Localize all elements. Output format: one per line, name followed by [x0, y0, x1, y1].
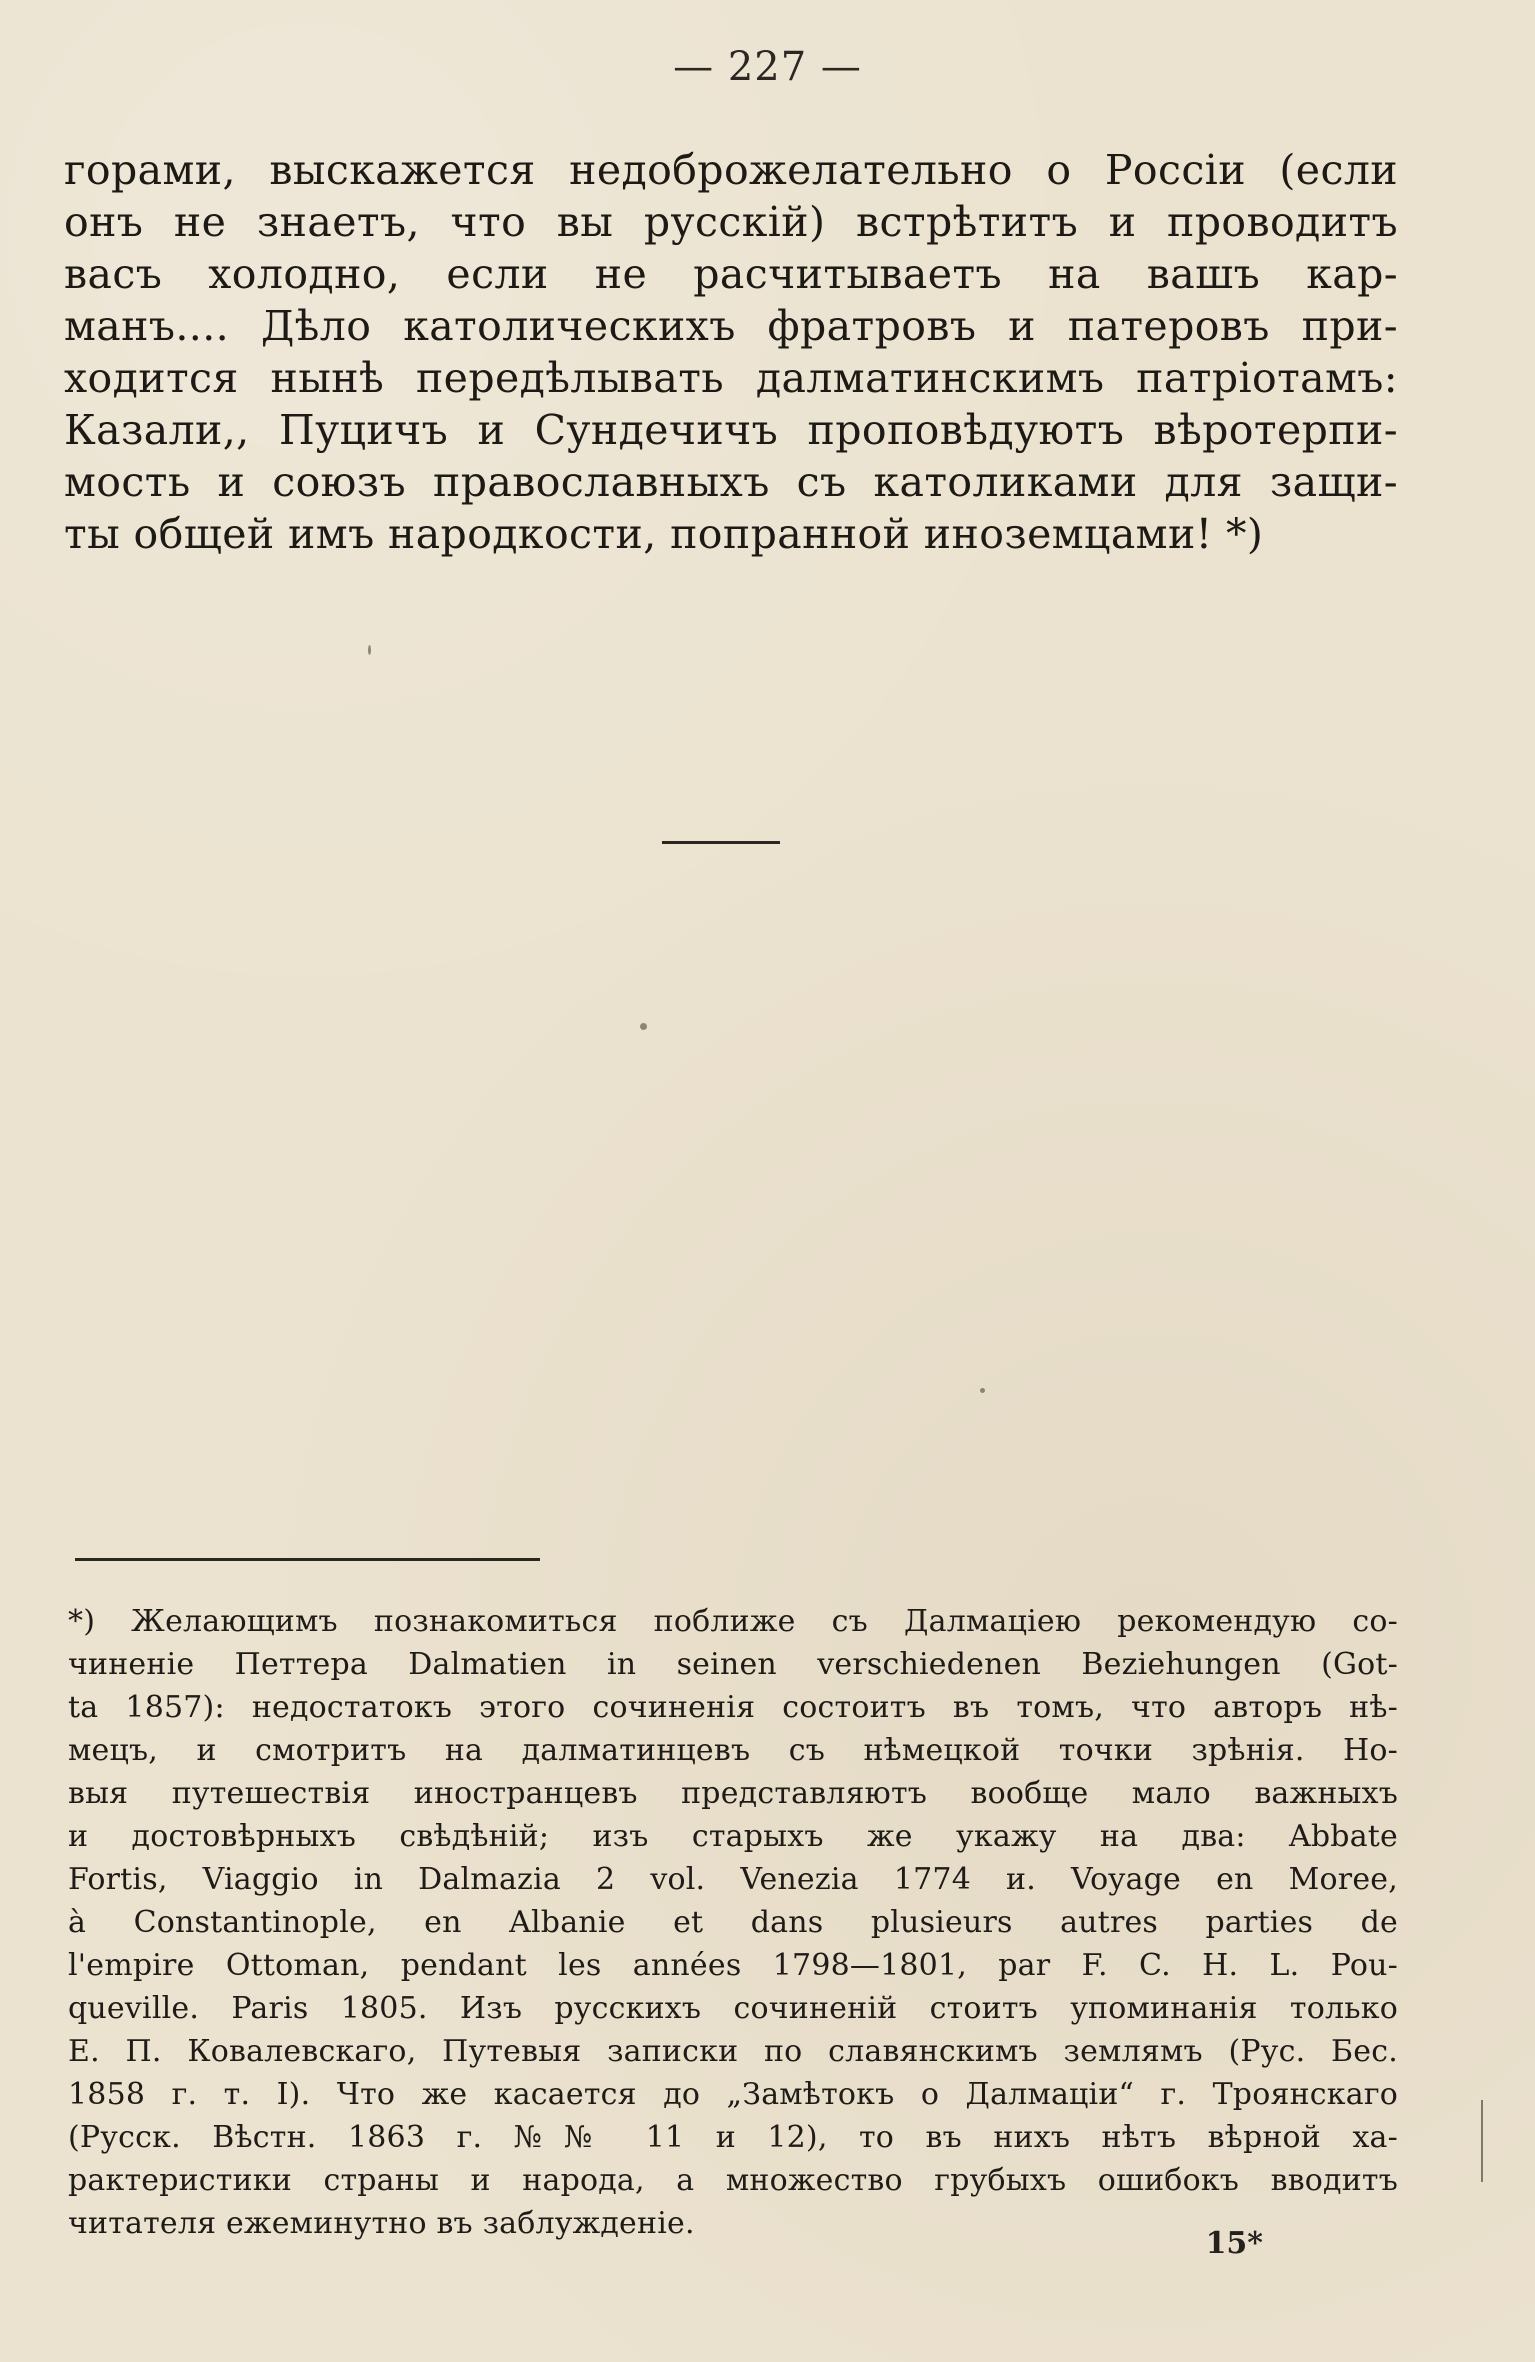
main-text-line-4: манъ.... Дѣло католическихъ фратровъ и патеровъ при- [64, 302, 1398, 350]
main-text-line-1: горами, выскажется недоброжелательно о Россіи (если [64, 146, 1398, 194]
footnote-line-15: читателя ежеминутно въ заблужденіе. [68, 2206, 695, 2241]
footnote-line-14: рактеристики страны и народа, а множество грубыхъ ошибокъ вводитъ [68, 2163, 1398, 2198]
footnote-block [68, 1600, 1398, 2245]
footnote-line-5: выя путешествія иностранцевъ представляютъ вообще мало важныхъ [68, 1776, 1398, 1811]
main-text-block [64, 144, 1398, 560]
footnote-separator [75, 1558, 540, 1561]
main-text-line-6: Казали,, Пуцичъ и Сундечичъ проповѣдуютъ вѣротерпи- [64, 406, 1398, 454]
section-separator [662, 841, 780, 844]
footnote-line-9: l'empire Ottoman, pendant les années 1798—1801, par F. C. H. L. Pou- [68, 1948, 1398, 1983]
main-text-line-8: ты общей имъ народкости, попранной иноземцами! *) [64, 510, 1264, 558]
ink-speck [368, 645, 371, 655]
footnote-line-12: 1858 г. т. I). Что же касается до „Замѣтокъ о Далмаціи“ г. Троянскаго [68, 2077, 1398, 2112]
main-text-line-3: васъ холодно, если не расчитываетъ на вашъ кар- [64, 250, 1398, 298]
main-text-line-7: мость и союзъ православныхъ съ католиками для защи- [64, 458, 1398, 506]
main-text-line-2: онъ не знаетъ, что вы русскій) встрѣтитъ и проводитъ [64, 198, 1398, 246]
footnote-line-10: queville. Paris 1805. Изъ русскихъ сочиненій стоитъ упоминанія только [68, 1991, 1398, 2026]
signature-mark: 15* [1205, 2226, 1263, 2261]
footnote-line-1: *) Желающимъ познакомиться поближе съ Далмаціею рекомендую со- [68, 1604, 1398, 1639]
show-through-text [62, 685, 1382, 1545]
ink-speck [980, 1388, 985, 1393]
ink-speck [640, 1023, 647, 1030]
footnote-line-4: мецъ, и смотритъ на далматинцевъ съ нѣмецкой точки зрѣнія. Но- [68, 1733, 1398, 1768]
footnote-line-11: Е. П. Ковалевскаго, Путевыя записки по славянскимъ землямъ (Рус. Бес. [68, 2034, 1398, 2069]
footnote-line-3: ta 1857): недостатокъ этого сочиненія состоитъ въ томъ, что авторъ нѣ- [68, 1690, 1398, 1725]
page-number: — 227 — [673, 44, 862, 90]
main-text-line-5: ходится нынѣ передѣлывать далматинскимъ патріотамъ: [64, 354, 1398, 402]
footnote-line-2: чиненіе Петтера Dalmatien in seinen verschiedenen Beziehungen (Got- [68, 1647, 1398, 1682]
page-edge-mark [1481, 2100, 1483, 2182]
footnote-line-6: и достовѣрныхъ свѣдѣній; изъ старыхъ же укажу на два: Abbate [68, 1819, 1398, 1854]
footnote-line-8: à Constantinople, en Albanie et dans plusieurs autres parties de [68, 1905, 1398, 1940]
footnote-line-7: Fortis, Viaggio in Dalmazia 2 vol. Venezia 1774 и. Voyage en Moree, [68, 1862, 1398, 1897]
footnote-line-13: (Русск. Вѣстн. 1863 г. №№ 11 и 12), то въ нихъ нѣтъ вѣрной ха- [68, 2120, 1398, 2155]
